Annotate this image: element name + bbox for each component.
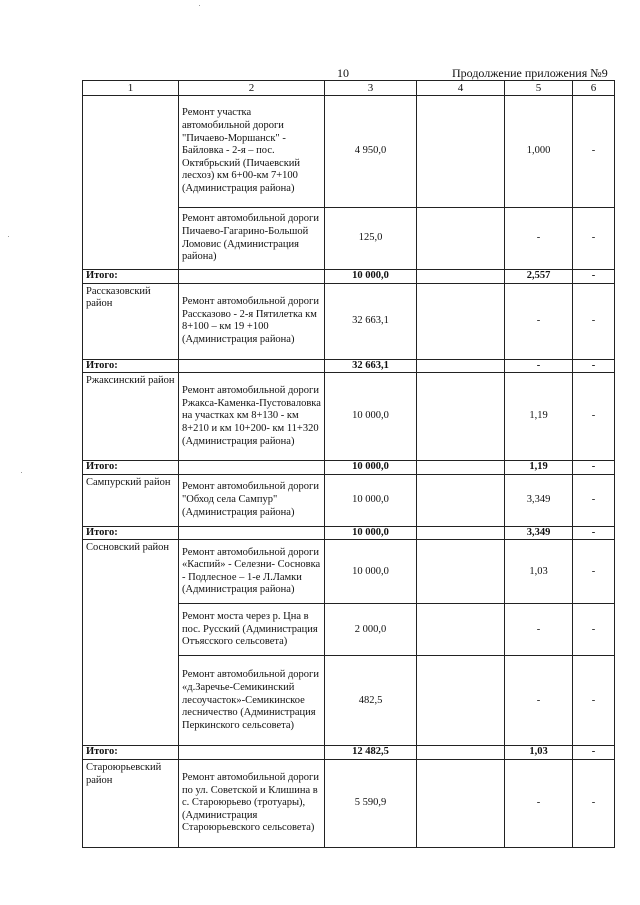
district-cell [83,96,179,270]
work-description: Ремонт автомобильной дороги Рассказово - 2-я Пятилетка км 8+100 – км 19 +100 (Администрация района) [179,283,325,359]
table-row [83,283,615,359]
district-cell: Староюрьевский район [83,759,179,847]
district-cell: Сосновский район [83,540,179,746]
col4-cell [417,208,505,270]
col6-cell: - [573,540,615,604]
amount-cell: 4 950,0 [325,96,417,208]
total-col6: - [573,359,615,373]
district-cell: Рассказовский район [83,283,179,359]
total-row [83,270,615,284]
total-empty-cell [179,461,325,475]
scan-speck [8,236,9,237]
col6-cell: - [573,373,615,461]
total-amount: 12 482,5 [325,746,417,760]
scan-speck [199,5,200,6]
col5-cell: 1,03 [505,540,573,604]
work-description: Ремонт автомобильной дороги "Обход села Сампур" (Администрация района) [179,474,325,526]
work-description: Ремонт автомобильной дороги по ул. Советской и Клишина в с. Староюрьево (тротуары), (Администрация Староюрьевского сельсовета) [179,759,325,847]
total-amount: 10 000,0 [325,526,417,540]
table-row [83,96,615,208]
amount-cell: 5 590,9 [325,759,417,847]
col5-cell: - [505,656,573,746]
col5-cell: 1,19 [505,373,573,461]
col4-cell [417,656,505,746]
amount-cell: 10 000,0 [325,540,417,604]
total-label: Итого: [83,746,179,760]
column-header: 5 [505,81,573,96]
total-col5: 3,349 [505,526,573,540]
total-row [83,461,615,475]
col6-cell: - [573,656,615,746]
amount-cell: 2 000,0 [325,604,417,656]
scan-speck [21,472,22,473]
total-col4 [417,359,505,373]
amount-cell: 32 663,1 [325,283,417,359]
district-cell: Сампурский район [83,474,179,526]
total-label: Итого: [83,526,179,540]
col5-cell: - [505,283,573,359]
total-row [83,746,615,760]
work-description: Ремонт автомобильной дороги Пичаево-Гагарино-Большой Ломовис (Администрация района) [179,208,325,270]
col5-cell: 1,000 [505,96,573,208]
total-empty-cell [179,359,325,373]
total-amount: 32 663,1 [325,359,417,373]
total-col4 [417,746,505,760]
total-col6: - [573,746,615,760]
col4-cell [417,474,505,526]
work-description: Ремонт автомобильной дороги «д.Заречье-Семикинский лесоучасток»-Семикинское лесничество (Администрация Перкинского сельсовета) [179,656,325,746]
total-col4 [417,270,505,284]
col4-cell [417,759,505,847]
work-description: Ремонт моста через р. Цна в пос. Русский (Администрация Отъясского сельсовета) [179,604,325,656]
amount-cell: 10 000,0 [325,373,417,461]
amount-cell: 482,5 [325,656,417,746]
col4-cell [417,283,505,359]
col4-cell [417,373,505,461]
appendix-table [82,80,615,848]
total-label: Итого: [83,461,179,475]
work-description: Ремонт автомобильной дороги «Каспий» - Селезни- Сосновка - Подлесное – 1-е Л.Ламки (Администрация района) [179,540,325,604]
col5-cell: - [505,604,573,656]
col5-cell: 3,349 [505,474,573,526]
total-label: Итого: [83,270,179,284]
column-header-row [83,81,615,96]
col4-cell [417,540,505,604]
total-row [83,526,615,540]
column-header: 4 [417,81,505,96]
district-cell: Ржаксинский район [83,373,179,461]
col6-cell: - [573,208,615,270]
work-description: Ремонт автомобильной дороги Ржакса-Каменка-Пустоваловка на участках км 8+130 - км 8+210 и км 10+200- км 11+320 (Администрация района) [179,373,325,461]
total-amount: 10 000,0 [325,270,417,284]
table-row [83,540,615,604]
total-col4 [417,526,505,540]
column-header: 2 [179,81,325,96]
column-header: 6 [573,81,615,96]
amount-cell: 125,0 [325,208,417,270]
total-col4 [417,461,505,475]
total-row [83,359,615,373]
work-description: Ремонт участка автомобильной дороги "Пичаево-Моршанск" - Байловка - 2-я – пос. Октябрьский (Пичаевский лесхоз) км 6+00-км 7+100 (Администрация района) [179,96,325,208]
amount-cell: 10 000,0 [325,474,417,526]
total-amount: 10 000,0 [325,461,417,475]
total-col5: 1,03 [505,746,573,760]
column-header: 1 [83,81,179,96]
total-col6: - [573,526,615,540]
total-col6: - [573,270,615,284]
col6-cell: - [573,604,615,656]
col5-cell: - [505,208,573,270]
total-empty-cell [179,270,325,284]
page-number: 10 [337,66,349,80]
total-col5: 2,557 [505,270,573,284]
total-col5: 1,19 [505,461,573,475]
col6-cell: - [573,283,615,359]
col6-cell: - [573,96,615,208]
col6-cell: - [573,759,615,847]
col5-cell: - [505,759,573,847]
continuation-label: Продолжение приложения №9 [452,66,608,80]
col4-cell [417,96,505,208]
table-row [83,759,615,847]
table-row [83,474,615,526]
total-col5: - [505,359,573,373]
total-empty-cell [179,526,325,540]
column-header: 3 [325,81,417,96]
col4-cell [417,604,505,656]
table-row [83,373,615,461]
total-col6: - [573,461,615,475]
total-label: Итого: [83,359,179,373]
total-empty-cell [179,746,325,760]
col6-cell: - [573,474,615,526]
